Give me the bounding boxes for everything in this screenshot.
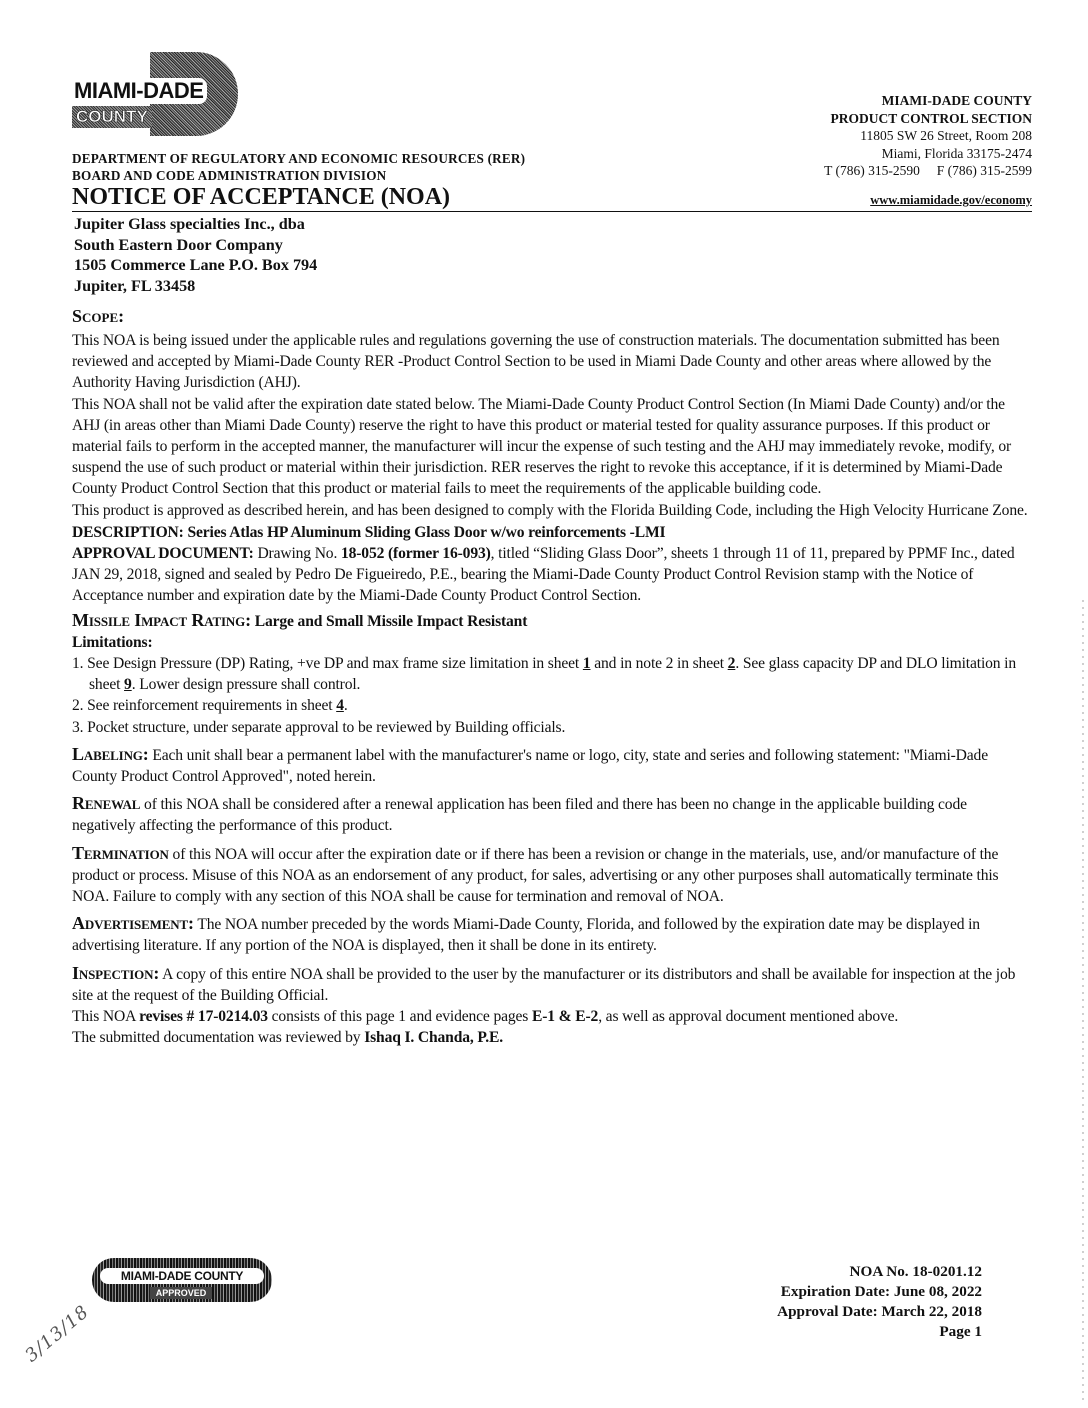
approved-stamp	[92, 1258, 272, 1302]
renewal-label: Renewal	[72, 793, 141, 814]
labeling-text: Each unit shall bear a permanent label with the manufacturer's name or logo, city, state and series and following statement: "Miami-Dade County Product Control Approved", noted herein.	[72, 746, 988, 786]
limitation-text: See reinforcement requirements in sheet	[87, 697, 337, 715]
limitation-text: . See glass capacity DP and DLO limitation in sheet	[89, 655, 1016, 694]
scan-edge-artifact	[1082, 600, 1084, 1400]
company-city: Jupiter, FL 33458	[74, 276, 196, 295]
description-section	[72, 522, 1032, 543]
office-contact-block	[824, 92, 1032, 180]
handwritten-initials: 3/13/18	[21, 1301, 94, 1367]
limitation-item	[72, 653, 1032, 695]
approval-date: Approval Date: March 22, 2018	[777, 1303, 982, 1320]
phone-fax-line	[824, 162, 1032, 180]
approval-drawing-number: 18-052 (former 16-093)	[340, 545, 491, 563]
termination-label: Termination	[72, 842, 169, 863]
renewal-text: of this NOA shall be considered after a renewal application has been filed and there has been no change in the applicable building code negatively affecting the performance of this product.	[72, 796, 967, 835]
missile-impact-section	[72, 610, 1032, 632]
revises-mid: consists of this page 1 and evidence pages	[267, 1008, 532, 1026]
document-body	[72, 330, 1032, 1049]
revises-post: , as well as approval document mentioned above.	[598, 1008, 899, 1026]
limitation-text: and in note 2 in sheet	[590, 655, 728, 673]
department-heading	[72, 150, 525, 184]
inspection-text: A copy of this entire NOA shall be provided to the user by the manufacturer or its distributors and shall be available for inspection at the job site at the request of the Building Official.	[72, 965, 1016, 1004]
limitation-text: Pocket structure, under separate approval to be reviewed by Building officials.	[87, 718, 566, 736]
logo-county-text: COUNTY	[72, 106, 152, 128]
missile-impact-text: Large and Small Missile Impact Resistant	[254, 612, 528, 630]
advertisement-section	[72, 913, 1032, 956]
approval-document-text: , titled “Sliding Glass Door”, sheets 1 through 11 of 11, prepared by PPMF Inc., dated JAN 29, 2018, signed and sealed by Pedro De Figueiredo, P.E., bearing the Miami-Dade County Product Control Revision stamp with the Notice of Acceptance number and expiration date by the Miami-Dade County Product Control Section.	[72, 545, 1015, 605]
limitation-item	[72, 695, 1032, 716]
inspection-label: Inspection:	[72, 962, 160, 983]
termination-text: of this NOA will occur after the expiration date or if there has been a revision or change in the materials, use, and/or manufacture of the product or process. Misuse of this NOA as an endorsement of any product, for sales, advertising or any other purposes shall automatically terminate this NOA. Failure to comply with any section of this NOA shall be cause for termination and removal of NOA.	[72, 845, 999, 906]
missile-impact-label: Missile Impact Rating:	[72, 609, 251, 630]
limitation-text: . Lower design pressure shall control.	[131, 676, 361, 694]
address-line-1: 11805 SW 26 Street, Room 208	[860, 128, 1032, 143]
limitation-item	[72, 717, 1032, 738]
noa-number: NOA No. 18-0201.12	[849, 1263, 982, 1280]
page-title: NOTICE OF ACCEPTANCE (NOA)	[72, 184, 451, 210]
reviewer-name: Ishaq I. Chanda, P.E.	[364, 1029, 504, 1047]
logo-miami-dade-text: MIAMI-DADE	[72, 78, 207, 104]
sheet-reference: 9	[124, 676, 132, 694]
limitation-number: 2.	[72, 697, 84, 715]
phone-number: T (786) 315-2590	[824, 163, 920, 178]
description-text: Series Atlas HP Aluminum Sliding Glass Door w/wo reinforcements -LMI	[187, 523, 666, 541]
limitation-text: See Design Pressure (DP) Rating, +ve DP and max frame size limitation in sheet	[87, 655, 583, 673]
revises-pre: This NOA	[72, 1008, 140, 1026]
address-line-2: Miami, Florida 33175-2474	[881, 145, 1032, 161]
advertisement-label: Advertisement:	[72, 913, 194, 934]
inspection-section	[72, 963, 1032, 1006]
labeling-label: Labeling:	[72, 743, 149, 764]
noa-info-block	[777, 1262, 982, 1342]
division-name: BOARD AND CODE ADMINISTRATION DIVISION	[72, 168, 387, 183]
sheet-reference: 2	[727, 655, 736, 673]
fax-number: F (786) 315-2599	[936, 163, 1032, 178]
department-name: DEPARTMENT OF REGULATORY AND ECONOMIC RESOURCES (RER)	[72, 151, 526, 166]
advertisement-text: The NOA number preceded by the words Miami-Dade County, Florida, and followed by the expiration date may be displayed in advertising literature. If any portion of the NOA is displayed, then it shall be done in its entirety.	[72, 916, 980, 955]
page-number: Page 1	[939, 1323, 982, 1340]
limitation-number: 1.	[72, 655, 84, 673]
reviewed-pre: The submitted documentation was reviewed by	[72, 1029, 365, 1047]
revises-statement	[72, 1006, 1032, 1027]
company-address-block	[74, 214, 317, 296]
stamp-county-text: MIAMI-DADE COUNTY	[100, 1268, 264, 1284]
expiration-date: Expiration Date: June 08, 2022	[780, 1283, 982, 1300]
approval-document-label: APPROVAL DOCUMENT:	[72, 545, 254, 563]
limitations-list	[72, 653, 1032, 738]
website-link[interactable]: www.miamidade.gov/economy	[870, 193, 1032, 207]
miami-dade-logo	[72, 52, 240, 136]
revised-noa-number: revises # 17-0214.03	[139, 1008, 268, 1026]
sheet-reference: 4	[336, 697, 344, 715]
limitations-heading: Limitations:	[72, 633, 153, 651]
stamp-approved-text: APPROVED	[150, 1287, 212, 1299]
scope-paragraph-3: This product is approved as described herein, and has been designed to comply with the Florida Building Code, including the High Velocity Hurricane Zone.	[72, 501, 1028, 519]
header-divider	[72, 211, 1032, 212]
reviewed-by-statement	[72, 1027, 1032, 1048]
description-label: DESCRIPTION:	[72, 523, 184, 541]
company-name: Jupiter Glass specialties Inc., dba	[74, 215, 305, 233]
labeling-section	[72, 744, 1032, 787]
scope-heading: Scope:	[72, 306, 125, 326]
limitation-number: 3.	[72, 718, 84, 736]
section-name: PRODUCT CONTROL SECTION	[830, 110, 1032, 126]
evidence-pages: E-1 & E-2	[531, 1008, 599, 1026]
sheet-reference: 1	[582, 655, 591, 673]
approval-drawing-pre: Drawing No.	[257, 545, 338, 563]
company-street: 1505 Commerce Lane P.O. Box 794	[74, 256, 318, 274]
county-name: MIAMI-DADE COUNTY	[881, 93, 1032, 108]
termination-section	[72, 843, 1032, 908]
company-dba: South Eastern Door Company	[74, 235, 283, 254]
limitation-text: .	[343, 697, 348, 715]
renewal-section	[72, 793, 1032, 836]
approval-document-section	[72, 543, 1032, 607]
scope-paragraph-1: This NOA is being issued under the applicable rules and regulations governing the use of construction materials. The documentation submitted has been reviewed and accepted by Miami-Dade County RER -Product Control Section to be used in Miami Dade County and other areas where allowed by the Authority Having Jurisdiction (AHJ).	[72, 332, 1000, 392]
scope-paragraph-2: This NOA shall not be valid after the expiration date stated below. The Miami-Dade County Product Control Section (In Miami Dade County) and/or the AHJ (in areas other than Miami Dade County) reserve the right to have this product or material tested for quality assurance purposes. If this product or material fails to perform in the accepted manner, the manufacturer will incur the expense of such testing and the AHJ may immediately revoke, modify, or suspend the use of such product or material within their jurisdiction. RER reserves the right to revoke this acceptance, if it is determined by Miami-Dade County Product Control Section that this product or material fails to meet the requirements of the applicable building code.	[72, 395, 1012, 498]
